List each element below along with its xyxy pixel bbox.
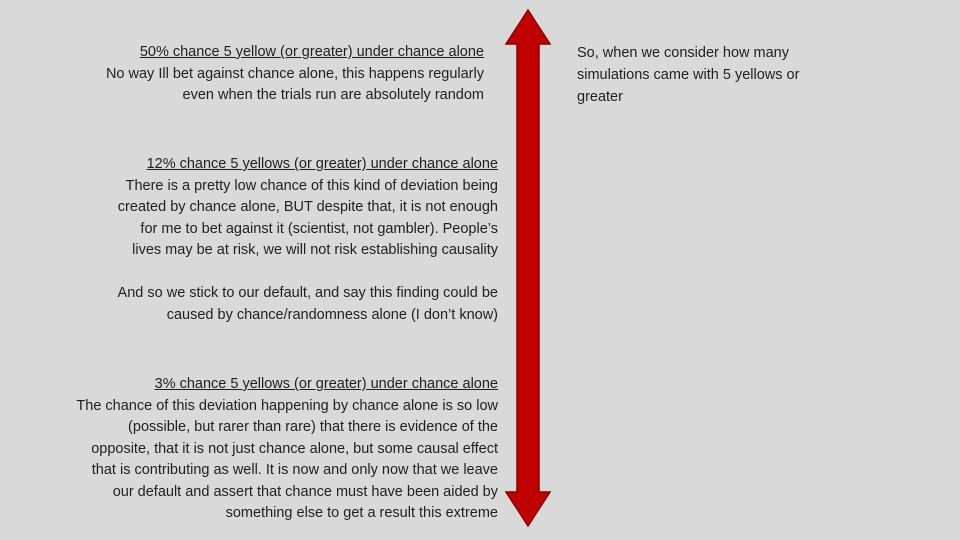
heading-12-percent: 12% chance 5 yellows (or greater) under chance alone	[146, 156, 498, 172]
text-line: something else to get a result this extreme	[225, 505, 498, 521]
arrow-shape	[506, 10, 550, 526]
text-block-12-percent	[118, 154, 498, 262]
text-block-3-percent	[76, 374, 498, 525]
text-line: So, when we consider how many	[577, 45, 789, 61]
heading-3-percent: 3% chance 5 yellows (or greater) under chance alone	[154, 376, 498, 392]
text-line: that is contributing as well. It is now and only now that we leave	[91, 462, 498, 478]
right-explanation-text	[577, 42, 799, 108]
text-line: (possible, but rarer than rare) that there is evidence of the	[128, 419, 498, 435]
text-line: lives may be at risk, we will not risk establishing causality	[132, 242, 498, 258]
text-line: for me to bet against it (scientist, not gambler). People’s	[140, 220, 498, 237]
text-line: And so we stick to our default, and say this finding could be	[117, 285, 498, 301]
text-block-default	[118, 283, 498, 326]
double-headed-arrow-icon	[503, 8, 553, 528]
text-line: The chance of this deviation happening by chance alone is so low	[76, 397, 498, 414]
text-line: There is a pretty low chance of this kind of deviation being	[125, 177, 498, 194]
text-line: caused by chance/randomness alone (I don’t know)	[166, 306, 498, 323]
text-line: opposite, that it is not just chance alone, but some causal effect	[91, 440, 498, 457]
text-line: our default and assert that chance must have been aided by	[112, 483, 498, 500]
text-line: created by chance alone, BUT despite that, it is not enough	[117, 199, 498, 215]
text-line: even when the trials run are absolutely random	[182, 87, 484, 103]
text-block-50-percent	[106, 42, 484, 107]
heading-50-percent: 50% chance 5 yellow (or greater) under chance alone	[139, 44, 484, 60]
text-line: simulations came with 5 yellows or	[577, 67, 800, 83]
text-line: greater	[577, 89, 623, 105]
text-line: No way Ill bet against chance alone, this happens regularly	[105, 65, 484, 82]
